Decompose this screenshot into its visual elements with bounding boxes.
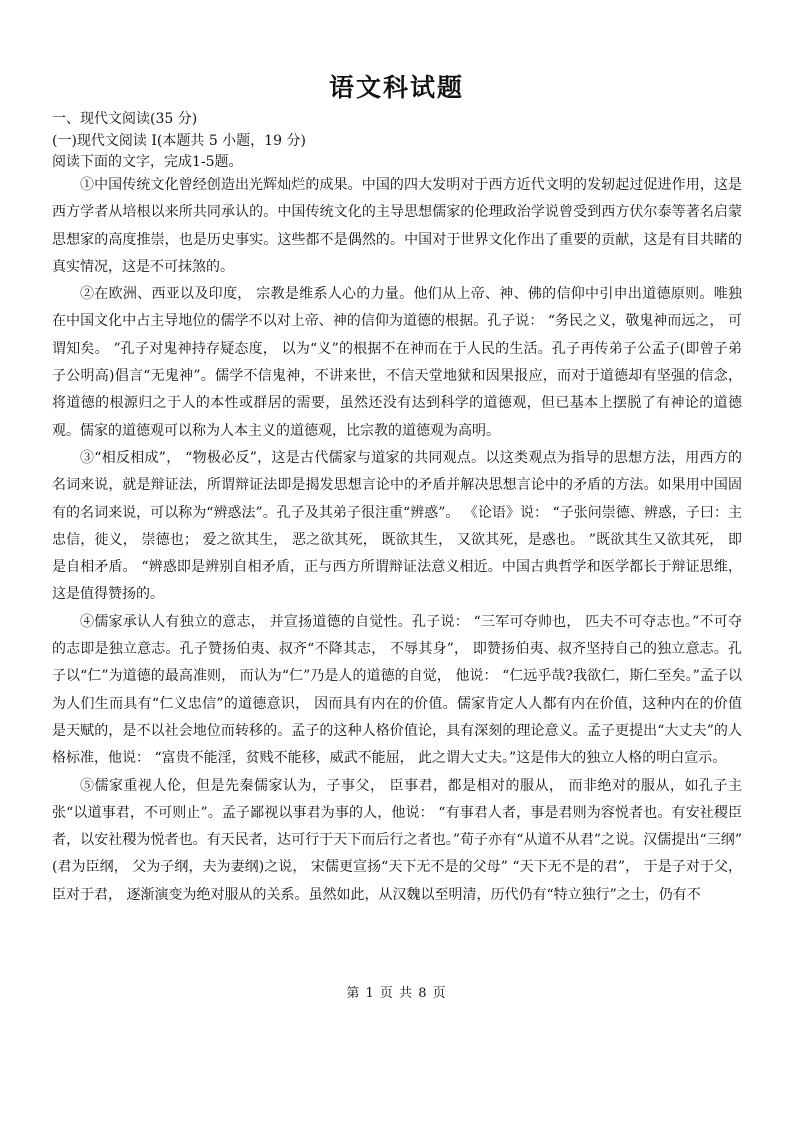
section-heading: 一、现代文阅读(35 分)	[52, 111, 198, 127]
passage-paragraph-3: ③“相反相成”， “物极必反”，这是古代儒家与道家的共同观点。以这类观点为指导的思想方法，用西方的名词来说，就是辩证法，所谓辩证法即是揭发思想言论中的矛盾并解决思想言论中的矛盾的方法。如果用中国固有的名词来说，可以称为“辨惑法”。孔子及其弟子很注重“辨惑”。 《论语》说： “子张问崇德、辨惑，子曰：主忠信，徙义， 崇德也； 爱之欲其生， 恶之欲其死， 既欲其生， 又欲其死，是惑也。 ”既欲其生又欲其死， 即是自相矛盾。 “辨惑即是辨别自相矛盾，正与西方所谓辩证法意义相近。中国古典哲学和医学都长于辩证思维，这是值得赞扬的。	[52, 449, 742, 603]
page-title: 语文科试题	[328, 73, 464, 102]
passage-paragraph-5: ⑤儒家重视人伦，但是先秦儒家认为，子事父， 臣事君，都是相对的服从， 而非绝对的服从，如孔子主张“以道事君，不可则止”。孟子鄙视以事君为事的人，他说： “有事君人者，事是君则为容悦者也。有安社稷臣者，以安社稷为悦者也。有天民者，达可行于天下而后行之者也。”荀子亦有“从道不从君”之说。汉儒提出“三纲” (君为臣纲， 父为子纲，夫为妻纲)之说， 宋儒更宣扬“天下无不是的父母” “天下无不是的君”， 于是子对于父， 臣对于君， 逐渐演变为绝对服从的关系。虽然如此，从汉魏以至明清，历代仍有“特立独行”之士，仍有不	[52, 777, 742, 903]
passage-paragraph-4: ④儒家承认人有独立的意志， 并宣扬道德的自觉性。孔子说： “三军可夺帅也， 匹夫不可夺志也。”不可夺的志即是独立意志。孔子赞扬伯夷、叔齐“不降其志， 不辱其身”， 即赞扬伯夷、叔齐坚持自己的独立意志。孔子以“仁”为道德的最高准则， 而认为“仁”乃是人的道德的自觉， 他说： “仁远乎哉?我欲仁，斯仁至矣。”孟子以为人们生而具有“仁义忠信”的道德意识， 因而具有内在的价值。儒家肯定人人都有内在价值，这种内在的价值是天赋的，是不以社会地位而转移的。孟子的这种人格价值论，具有深刻的理论意义。孟子更提出“大丈夫”的人格标准，他说： “富贵不能淫，贫贱不能移，威武不能屈， 此之谓大丈夫。”这是伟大的独立人格的明白宣示。	[52, 613, 742, 767]
subsection-heading: (一)现代文阅读 I(本题共 5 小题，19 分)	[52, 133, 306, 149]
page-footer: 第 1 页 共 8 页	[346, 986, 447, 1001]
passage-paragraph-2: ②在欧洲、西亚以及印度， 宗教是维系人心的力量。他们从上帝、神、佛的信仰中引申出道德原则。唯独在中国文化中占主导地位的儒学不以对上帝、神的信仰为道德的根据。孔子说： “务民之义，敬鬼神而远之， 可谓知矣。 ”孔子对鬼神持存疑态度， 以为“义”的根据不在神而在于人民的生活。孔子再传弟子公孟子(即曾子弟子公明高)倡言“无鬼神”。儒学不信鬼神，不讲来世，不信天堂地狱和因果报应，而对于道德却有坚强的信念，将道德的根源归之于人的本性或群居的需要，虽然还没有达到科学的道德观，但已基本上摆脱了有神论的道德观。儒家的道德观可以称为人本主义的道德观，比宗教的道德观为高明。	[52, 286, 742, 439]
reading-passage	[52, 172, 742, 909]
passage-paragraph-1: ①中国传统文化曾经创造出光辉灿烂的成果。中国的四大发明对于西方近代文明的发轫起过促进作用，这是西方学者从培根以来所共同承认的。中国传统文化的主导思想儒家的伦理政治学说曾受到西方伏尔泰等著名启蒙思想家的高度推崇，也是历史事实。这些都不是偶然的。中国对于世界文化作出了重要的贡献，这是有目共睹的真实情况，这是不可抹煞的。	[52, 177, 742, 275]
reading-instruction: 阅读下面的文字，完成1-5题。	[52, 154, 243, 170]
